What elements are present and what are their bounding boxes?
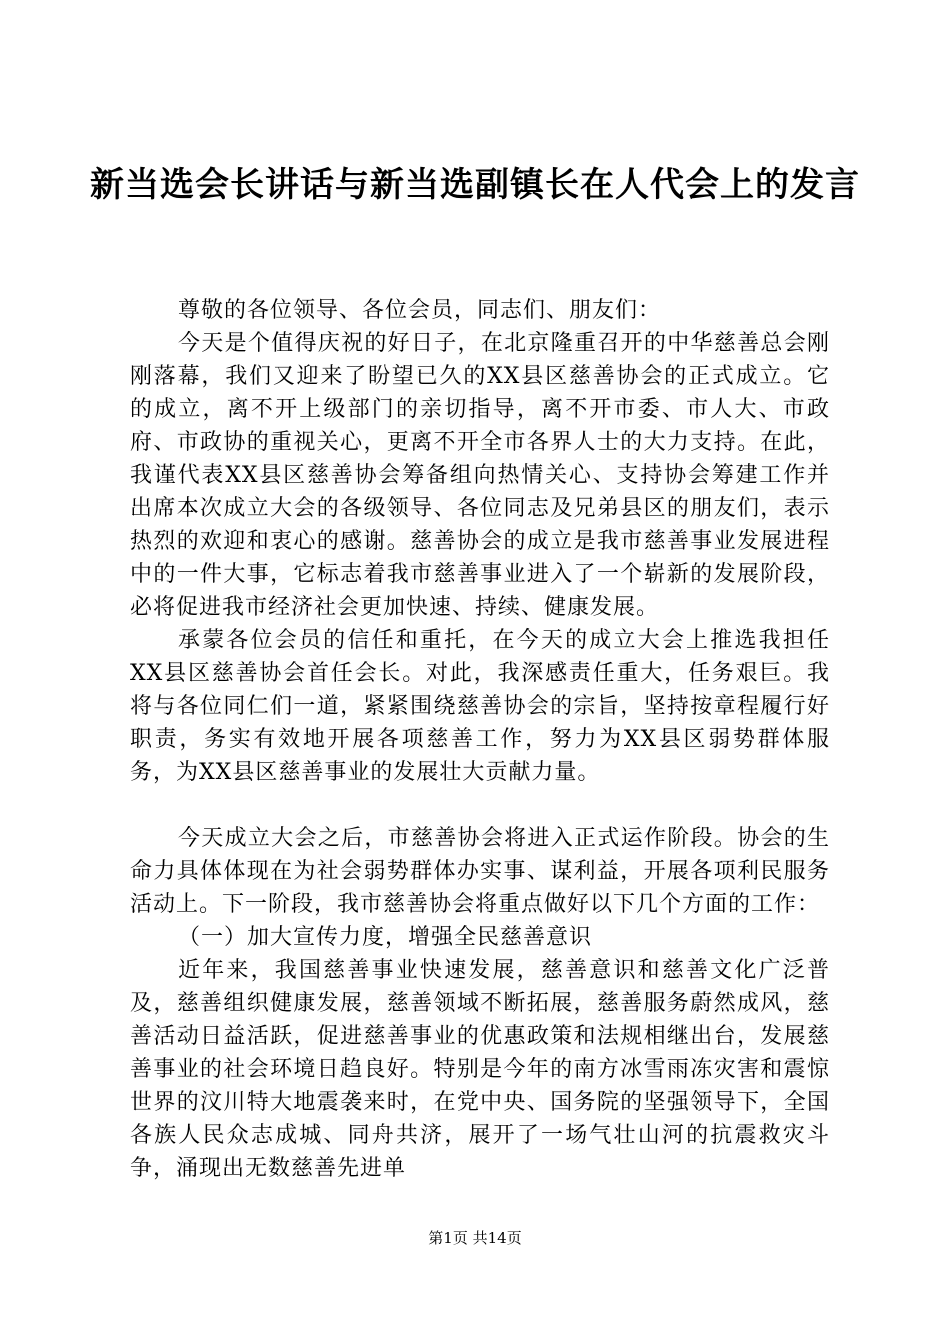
section-heading: （一）加大宣传力度，增强全民慈善意识: [178, 925, 593, 950]
salutation-paragraph: 尊敬的各位领导、各位会员，同志们、朋友们：: [178, 298, 662, 323]
document-title: 新当选会长讲话与新当选副镇长在人代会上的发言: [90, 165, 860, 205]
body-paragraph: 承蒙各位会员的信任和重托，在今天的成立大会上推选我担任XX县区慈善协会首任会长。对此，我深感责任重大，任务艰巨。我将与各位同仁们一道，紧紧围绕慈善协会的宗旨，坚持按章程履行好职责，务实有效地开展各项慈善工作，努力为XX县区弱势群体服务，为XX县区慈善事业的发展壮大贡献力量。: [130, 628, 830, 785]
body-paragraph: 今天是个值得庆祝的好日子，在北京隆重召开的中华慈善总会刚刚落幕，我们又迎来了盼望已久的XX县区慈善协会的正式成立。它的成立，离不开上级部门的亲切指导，离不开市委、市人大、市政府、市政协的重视关心，更离不开全市各界人士的大力支持。在此，我谨代表XX县区慈善协会筹备组向热情关心、支持协会筹建工作并出席本次成立大会的各级领导、各位同志及兄弟县区的朋友们，表示热烈的欢迎和衷心的感谢。慈善协会的成立是我市慈善事业发展进程中的一件大事，它标志着我市慈善事业进入了一个崭新的发展阶段，必将促进我市经济社会更加快速、持续、健康发展。: [130, 331, 830, 620]
body-paragraph: 近年来，我国慈善事业快速发展，慈善意识和慈善文化广泛普及，慈善组织健康发展，慈善领域不断拓展，慈善服务蔚然成风，慈善活动日益活跃，促进慈善事业的优惠政策和法规相继出台，发展慈善事业的社会环境日趋良好。特别是今年的南方冰雪雨冻灾害和震惊世界的汶川特大地震袭来时，在党中央、国务院的坚强领导下，全国各族人民众志成城、同舟共济，展开了一场气壮山河的抗震救灾斗争，涌现出无数慈善先进单: [130, 958, 830, 1181]
body-paragraph: 今天成立大会之后，市慈善协会将进入正式运作阶段。协会的生命力具体体现在为社会弱势群体办实事、谋利益，开展各项利民服务活动上。下一阶段，我市慈善协会将重点做好以下几个方面的工作：: [130, 826, 830, 917]
document-body: [130, 294, 830, 1185]
page-footer: 第1页 共14页: [428, 1229, 522, 1247]
